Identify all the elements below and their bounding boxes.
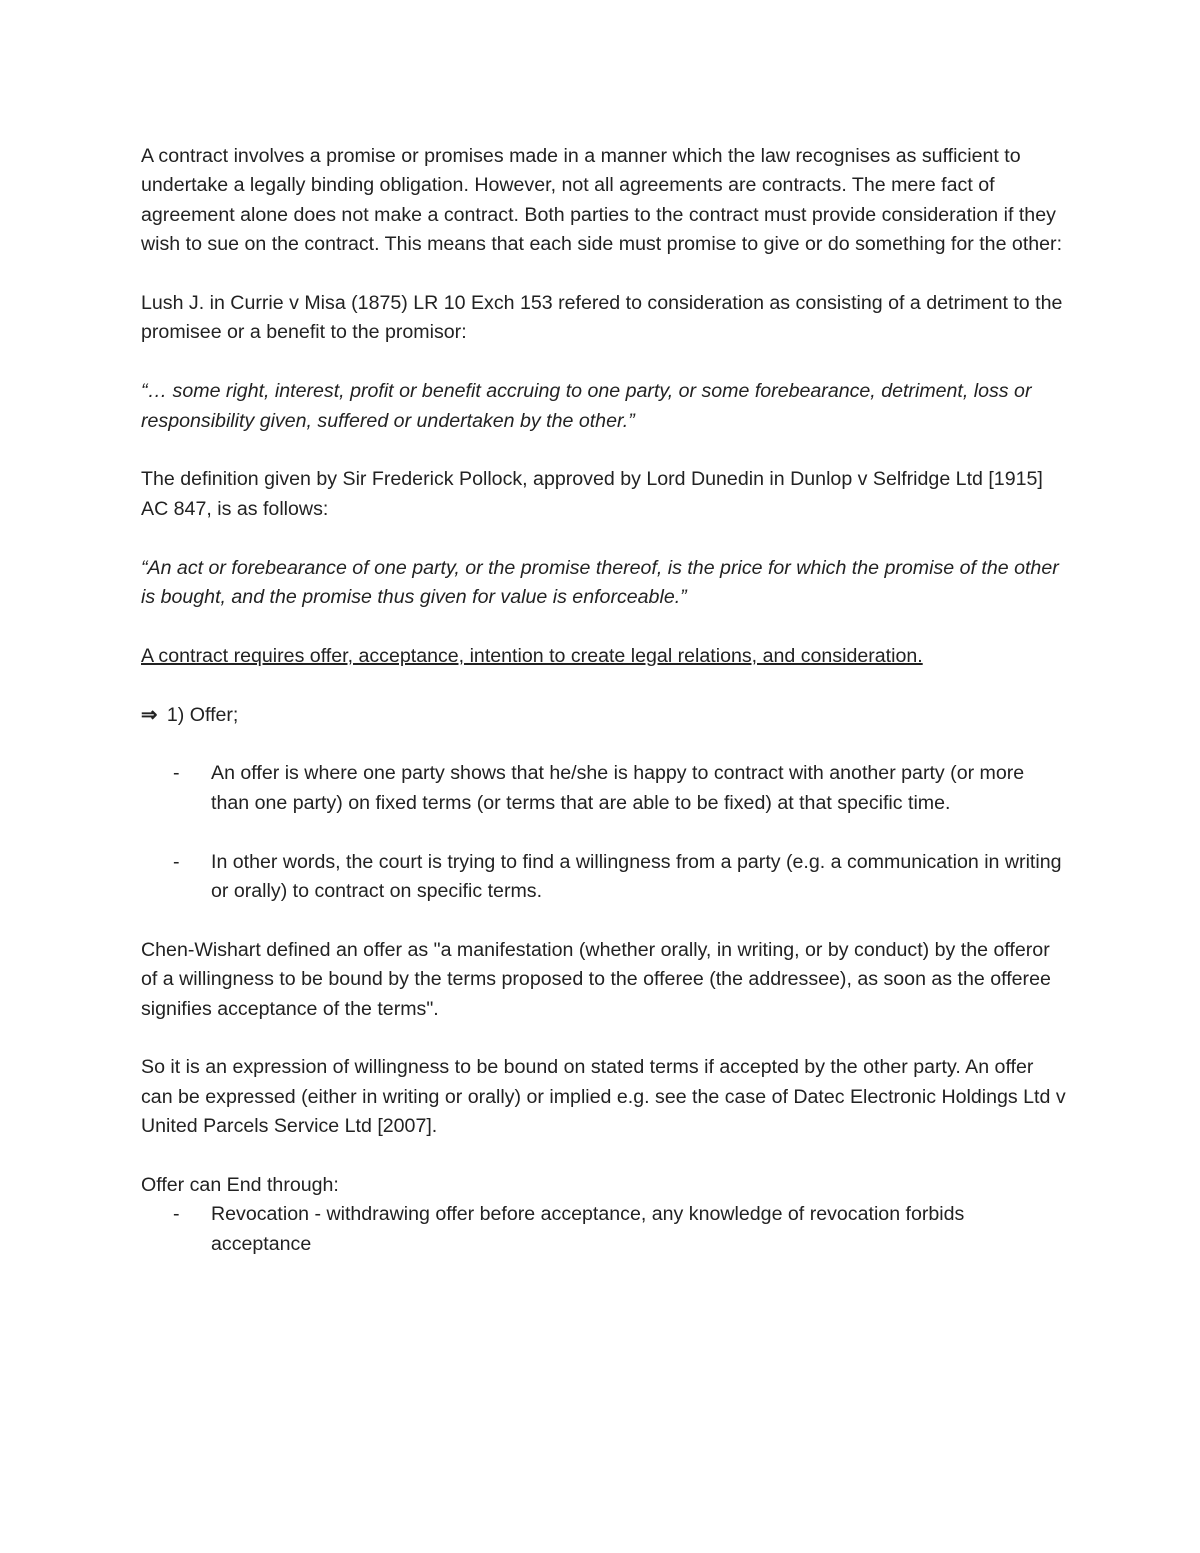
contract-requirements-line: A contract requires offer, acceptance, intention to create legal relations, and consideration. — [141, 644, 923, 667]
willingness-paragraph: So it is an expression of willingness to be bound on stated terms if accepted by the other party. An offer can be expressed (either in writing or orally) or implied e.g. see the case of Datec Electronic Holdings Ltd v United Parcels Service Ltd [2007]. — [141, 1056, 1066, 1138]
right-double-arrow-icon: ⇒ — [141, 703, 158, 726]
offer-heading — [141, 701, 1066, 730]
offer-bullet-text: In other words, the court is trying to find a willingness from a party (e.g. a communication in writing or orally) to contract on specific terms. — [211, 850, 1062, 903]
dash-bullet-icon: - — [173, 1203, 180, 1226]
offer-end-bullet-item — [141, 1200, 1066, 1259]
offer-end-bullet-text: Revocation - withdrawing offer before acceptance, any knowledge of revocation forbids acceptance — [211, 1203, 965, 1255]
dash-bullet-icon: - — [173, 762, 180, 785]
offer-bullet-item — [141, 848, 1066, 907]
chen-wishart-paragraph: Chen-Wishart defined an offer as "a manifestation (whether orally, in writing, or by conduct) by the offeror of a willingness to be bound by the terms proposed to the offeree (the addressee), as soon as the offeree signifies acceptance of the terms". — [141, 938, 1051, 1020]
dash-bullet-icon: - — [173, 850, 180, 873]
offer-heading-text: 1) Offer; — [166, 703, 239, 726]
pollock-quote: “An act or forebearance of one party, or the promise thereof, is the price for which the promise of the other is bought, and the promise thus given for value is enforceable.” — [141, 556, 1059, 609]
consideration-quote: “… some right, interest, profit or benefit accruing to one party, or some forebearance, detriment, loss or responsibility given, suffered or undertaken by the other.” — [141, 380, 1032, 432]
intro-paragraph: A contract involves a promise or promises made in a manner which the law recognises as sufficient to undertake a legally binding obligation. However, not all agreements are contracts. The mere fact of agreement alone does not make a contract. Both parties to the contract must provide consideration if they wish to sue on the contract. This means that each side must promise to give or do something for the other: — [141, 145, 1063, 256]
offer-end-heading: Offer can End through: — [141, 1174, 339, 1197]
offer-bullet-item — [141, 759, 1066, 818]
document-body — [141, 142, 1066, 1259]
pollock-definition-paragraph: The definition given by Sir Frederick Pollock, approved by Lord Dunedin in Dunlop v Selfridge Ltd [1915] AC 847, is as follows: — [141, 468, 1043, 520]
offer-bullet-text: An offer is where one party shows that he/she is happy to contract with another party (or more than one party) on fixed terms (or terms that are able to be fixed) at that specific time. — [211, 762, 1025, 814]
currie-v-misa-paragraph: Lush J. in Currie v Misa (1875) LR 10 Exch 153 refered to consideration as consisting of a detriment to the promisee or a benefit to the promisor: — [141, 292, 1063, 344]
